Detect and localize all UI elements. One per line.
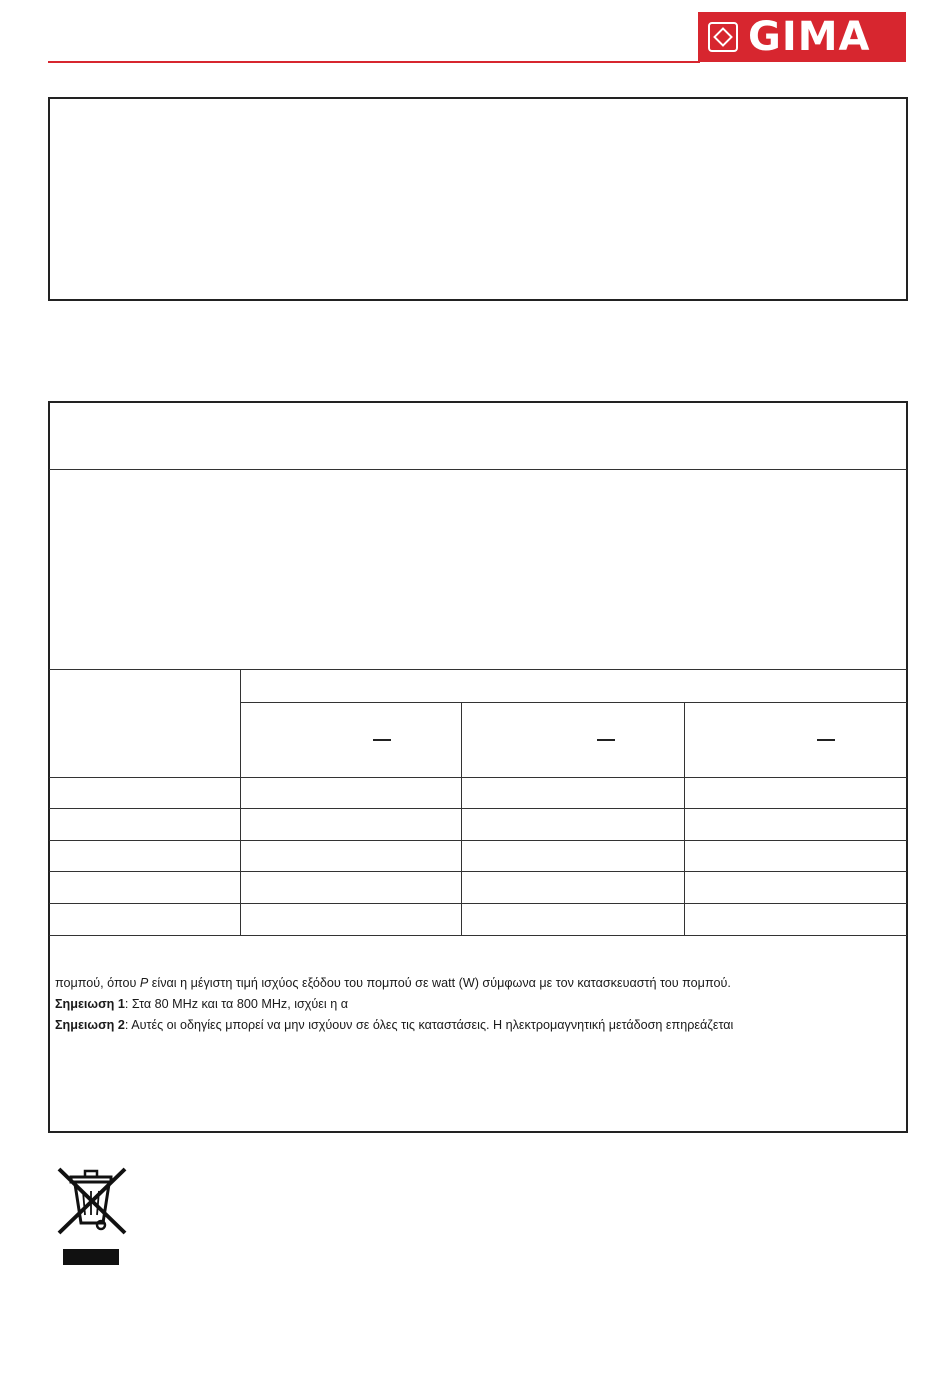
- table-row-divider: [49, 903, 907, 904]
- column-divider: [684, 702, 685, 935]
- gima-logo: [698, 12, 906, 62]
- table-row-divider: [49, 840, 907, 841]
- crossed-out-wheelie-bin-icon: [55, 1165, 131, 1269]
- table-header-divider: [49, 669, 907, 670]
- note-2: Σημειωση 2: Αυτές οι οδηγίες μπορεί να μην ισχύουν σε όλες τις καταστάσεις. Η ηλεκτρομαγνητική μετάδοση επηρεάζεται: [55, 1018, 734, 1032]
- note-1: Σημειωση 1: Στα 80 MHz και τα 800 MHz, ισχύει η α: [55, 997, 348, 1011]
- note-2-label: Σημειωση 2: [55, 1018, 125, 1032]
- column-divider: [461, 702, 462, 935]
- subheader-divider: [240, 702, 907, 703]
- header-rule: [48, 61, 700, 63]
- info-box: [48, 97, 908, 301]
- logo-text: GIMA: [748, 14, 871, 60]
- fraction-bar: [373, 739, 391, 741]
- fraction-bar: [817, 739, 835, 741]
- gima-logo-icon: [708, 22, 738, 52]
- column-divider: [240, 669, 241, 935]
- fraction-bar: [597, 739, 615, 741]
- table-row-divider: [49, 808, 907, 809]
- table-row-divider: [49, 777, 907, 778]
- table-bottom-divider: [49, 935, 907, 936]
- table-row-divider: [49, 871, 907, 872]
- table-notes: [55, 973, 905, 1036]
- formula-note: πομπού, όπου P είναι η μέγιστη τιμή ισχύος εξόδου του πομπού σε watt (W) σύμφωνα με τον κατασκευαστή του πομπού.: [55, 976, 731, 990]
- table-title-divider: [49, 469, 907, 470]
- power-variable: P: [139, 976, 149, 990]
- note-1-label: Σημειωση 1: [55, 997, 125, 1011]
